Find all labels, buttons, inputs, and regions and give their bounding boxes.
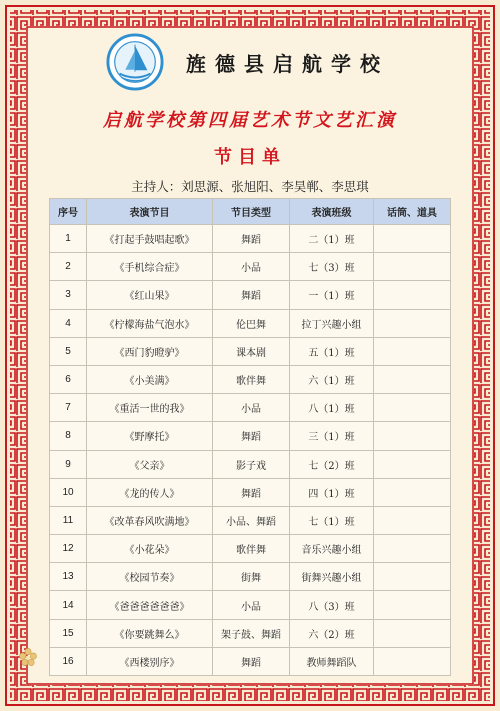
cell-no: 14 [50,591,87,619]
cell-program: 《打起手鼓唱起歌》 [87,225,213,253]
event-title: 启航学校第四届艺术节文艺汇演 [103,110,397,131]
cell-props [374,422,451,450]
cell-class: 六（1）班 [290,365,374,393]
cell-props [374,337,451,365]
cell-props [374,563,451,591]
header-no: 序号 [50,199,87,225]
table-row [50,563,451,591]
cell-program: 《爸爸爸爸爸爸》 [87,591,213,619]
table-row [50,365,451,393]
cell-no: 13 [50,563,87,591]
cell-class: 八（1）班 [290,394,374,422]
cell-no: 11 [50,506,87,534]
cell-props [374,478,451,506]
school-header [36,30,464,94]
cell-class: 二（1）班 [290,225,374,253]
cell-type: 舞蹈 [213,647,290,675]
cell-type: 舞蹈 [213,478,290,506]
cell-program: 《野摩托》 [87,422,213,450]
cell-type: 小品 [213,394,290,422]
cell-class: 音乐兴趣小组 [290,535,374,563]
table-row [50,591,451,619]
header-class: 表演班级 [290,199,374,225]
header-type: 节目类型 [213,199,290,225]
table-row [50,281,451,309]
cell-class: 七（2）班 [290,450,374,478]
cell-props [374,647,451,675]
cell-type: 伦巴舞 [213,309,290,337]
cell-type: 小品 [213,253,290,281]
cell-program: 《红山果》 [87,281,213,309]
cell-no: 16 [50,647,87,675]
school-logo-icon [106,33,164,91]
cell-program: 《小花朵》 [87,535,213,563]
table-row [50,450,451,478]
cell-props [374,591,451,619]
cell-class: 教师舞蹈队 [290,647,374,675]
cell-no: 8 [50,422,87,450]
table-row [50,225,451,253]
table-row [50,422,451,450]
cell-program: 《龙的传人》 [87,478,213,506]
cell-type: 歌伴舞 [213,535,290,563]
cell-program: 《父亲》 [87,450,213,478]
table-row [50,647,451,675]
cell-class: 五（1）班 [290,337,374,365]
cell-props [374,225,451,253]
cell-props [374,450,451,478]
cell-no: 6 [50,365,87,393]
cell-no: 2 [50,253,87,281]
table-row [50,535,451,563]
corner-flower-icon [19,648,37,666]
cell-props [374,619,451,647]
header-props: 话筒、道具 [374,199,451,225]
school-name: 旌德县启航学校 [186,51,389,76]
cell-program: 《改革春风吹满地》 [87,506,213,534]
table-row [50,309,451,337]
cell-no: 4 [50,309,87,337]
cell-program: 《重活一世的我》 [87,394,213,422]
cell-type: 课本剧 [213,337,290,365]
cell-no: 1 [50,225,87,253]
cell-program: 《西楼别序》 [87,647,213,675]
header-program: 表演节目 [87,199,213,225]
cell-class: 三（1）班 [290,422,374,450]
cell-props [374,535,451,563]
program-table [49,198,451,676]
table-row [50,506,451,534]
cell-program: 《手机综合症》 [87,253,213,281]
cell-program: 《柠檬海盐气泡水》 [87,309,213,337]
cell-program: 《小美满》 [87,365,213,393]
cell-props [374,506,451,534]
hosts-line: 主持人：刘思源、张旭阳、李昊郸、李思琪 [131,179,369,194]
cell-type: 小品 [213,591,290,619]
cell-no: 15 [50,619,87,647]
cell-type: 舞蹈 [213,281,290,309]
cell-class: 八（3）班 [290,591,374,619]
table-row [50,394,451,422]
cell-type: 影子戏 [213,450,290,478]
cell-class: 拉丁兴趣小组 [290,309,374,337]
cell-type: 小品、舞蹈 [213,506,290,534]
cell-no: 12 [50,535,87,563]
table-row [50,253,451,281]
cell-props [374,253,451,281]
cell-class: 七（3）班 [290,253,374,281]
cell-class: 七（1）班 [290,506,374,534]
table-row [50,619,451,647]
cell-type: 歌伴舞 [213,365,290,393]
cell-no: 5 [50,337,87,365]
cell-props [374,309,451,337]
cell-no: 10 [50,478,87,506]
cell-type: 舞蹈 [213,225,290,253]
cell-class: 六（2）班 [290,619,374,647]
program-list-heading: 节目单 [214,147,286,168]
cell-class: 四（1）班 [290,478,374,506]
table-header-row [50,199,451,225]
cell-no: 9 [50,450,87,478]
cell-program: 《你要跳舞么》 [87,619,213,647]
cell-props [374,365,451,393]
cell-type: 舞蹈 [213,422,290,450]
cell-props [374,281,451,309]
cell-type: 架子鼓、舞蹈 [213,619,290,647]
cell-no: 7 [50,394,87,422]
cell-class: 一（1）班 [290,281,374,309]
cell-no: 3 [50,281,87,309]
cell-program: 《西门豹瞪驴》 [87,337,213,365]
cell-type: 街舞 [213,563,290,591]
cell-props [374,394,451,422]
cell-class: 街舞兴趣小组 [290,563,374,591]
table-row [50,337,451,365]
table-row [50,478,451,506]
cell-program: 《校园节奏》 [87,563,213,591]
